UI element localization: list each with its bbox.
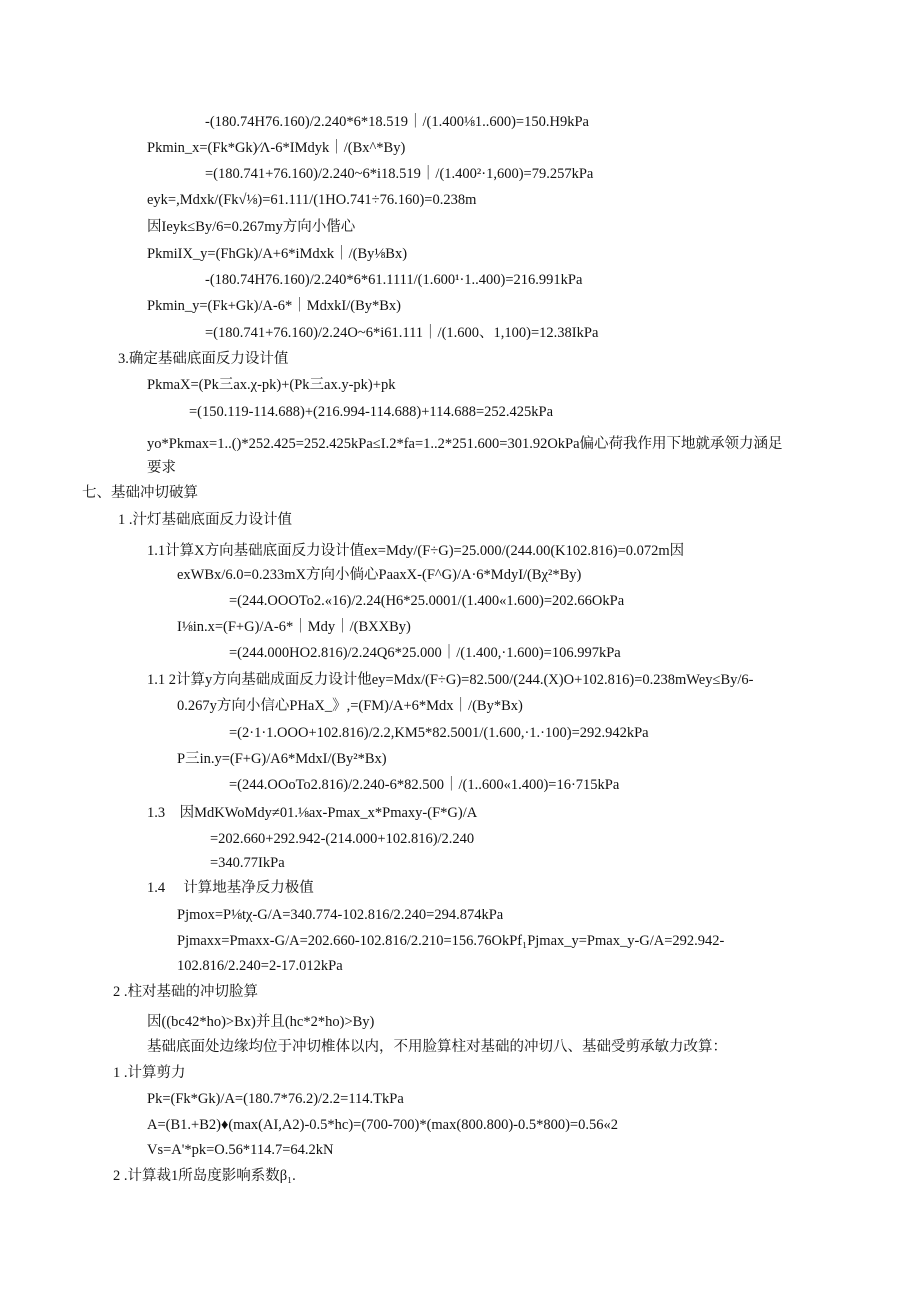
text-line: 要求 [147, 460, 176, 476]
formula-line: I⅛in.x=(F+G)/A-6*｜Mdy｜/(BXXBy) [177, 619, 411, 635]
formula-line: =(150.119-114.688)+(216.994-114.688)+114.688=252.425kPa [189, 404, 554, 420]
formula-line: Pkmin_y=(Fk+Gk)/A-6*｜MdxkI/(By*Bx) [147, 298, 401, 314]
formula-line: 1.3 因MdKWoMdy≠01.⅛ax-Pmax_x*Pmaxy-(F*G)/A [147, 805, 478, 821]
section-heading: 1 .计算剪力 [113, 1065, 186, 1081]
formula-line: 因((bc42*ho)>Bx)并且(hc*2*ho)>By) [147, 1014, 375, 1030]
formula-line: 0.267y方向小信心PHaX_》,=(FM)/A+6*Mdx｜/(By*Bx) [177, 698, 523, 714]
formula-line: =(244.OOoTo2.816)/2.240-6*82.500｜/(1..600«1.400)=16·715kPa [229, 777, 620, 793]
formula-line: 102.816/2.240=2-17.012kPa [177, 958, 343, 974]
text-line: 基础底面处边缘均位于冲切椎体以内，不用脸算柱对基础的冲切八、基础受剪承敏力改算： [147, 1039, 727, 1055]
formula-line: P三in.y=(F+G)/A6*MdxI/(By²*Bx) [177, 751, 387, 767]
section-heading: 2 .柱对基础的冲切脸算 [113, 984, 258, 1000]
formula-line: =340.77IkPa [210, 855, 285, 871]
formula-line: yo*Pkmax=1..()*252.425=252.425kPa≤I.2*fa=1..2*251.600=301.92OkPa偏心荷我作用下地就承领力涵足 [147, 436, 783, 452]
section-heading: 2 .计算裁1所岛度影响系数β₁. [113, 1168, 296, 1184]
formula-line: =(180.741+76.160)/2.24O~6*i61.111｜/(1.600、1,100)=12.38IkPa [205, 325, 599, 341]
formula-line: -(180.74H76.160)/2.240*6*61.1111/(1.600¹·1..400)=216.991kPa [205, 272, 583, 288]
formula-line: 1.1计算X方向基础底面反力设计值ex=Mdy/(F÷G)=25.000/(244.00(K102.816)=0.072m因 [147, 543, 685, 559]
formula-line: =(244.OOOTo2.«16)/2.24(H6*25.0001/(1.400«1.600)=202.66OkPa [229, 593, 625, 609]
formula-line: exWBx/6.0=0.233mX方向小倘心PaaxX-(F^G)/A·6*MdyI/(Bχ²*By) [177, 567, 582, 583]
formula-line: PkmiIX_y=(FhGk)/A+6*iMdxk｜/(By⅛Bx) [147, 246, 408, 262]
formula-line: PkmaX=(Pk三ax.χ-pk)+(Pk三ax.y-pk)+pk [147, 377, 396, 393]
section-heading: 1 .汁灯基础底面反力设计值 [118, 512, 292, 528]
formula-line: eyk=,Mdxk/(Fk√⅛)=61.111/(1HO.741÷76.160)=0.238m [147, 192, 477, 208]
formula-line: 1.1 2计算y方向基础成面反力设计他ey=Mdx/(F÷G)=82.500/(244.(X)O+102.816)=0.238mWey≤By/6- [147, 672, 754, 688]
formula-line: Pkmin_x=(Fk*Gk)∕Λ-6*IMdyk｜/(Bx^*By) [147, 140, 406, 156]
formula-line: =(2·1·1.OOO+102.816)/2.2,KM5*82.5001/(1.600,·1.·100)=292.942kPa [229, 725, 649, 741]
formula-line: -(180.74H76.160)/2.240*6*18.519｜/(1.400⅛1..600)=150.H9kPa [205, 114, 589, 130]
formula-line: Pjmaxx=Pmaxx-G/A=202.660-102.816/2.210=156.76OkPf₁Pjmax_y=Pmax_y-G/A=292.942- [177, 933, 725, 949]
formula-line: Vs=A'*pk=O.56*114.7=64.2kN [147, 1142, 334, 1158]
section-heading: 1.4 计算地基净反力极值 [147, 880, 314, 896]
section-heading: 3.确定基础底面反力设计值 [118, 351, 289, 367]
formula-line: =(180.741+76.160)/2.240~6*i18.519｜/(1.400²·1,600)=79.257kPa [205, 166, 594, 182]
formula-line: Pjmox=P⅛tχ-G/A=340.774-102.816/2.240=294.874kPa [177, 907, 504, 923]
text-line: 因Ieyk≤By/6=0.267my方向小偕心 [147, 219, 356, 235]
chapter-heading: 七、基础冲切破算 [82, 485, 198, 501]
formula-line: Pk=(Fk*Gk)/A=(180.7*76.2)/2.2=114.TkPa [147, 1091, 404, 1107]
formula-line: =(244.000HO2.816)/2.24Q6*25.000｜/(1.400,·1.600)=106.997kPa [229, 645, 621, 661]
formula-line: A=(B1.+B2)♦(max(AI,A2)-0.5*hc)=(700-700)*(max(800.800)-0.5*800)=0.56«2 [147, 1117, 618, 1133]
formula-line: =202.660+292.942-(214.000+102.816)/2.240 [210, 831, 475, 847]
